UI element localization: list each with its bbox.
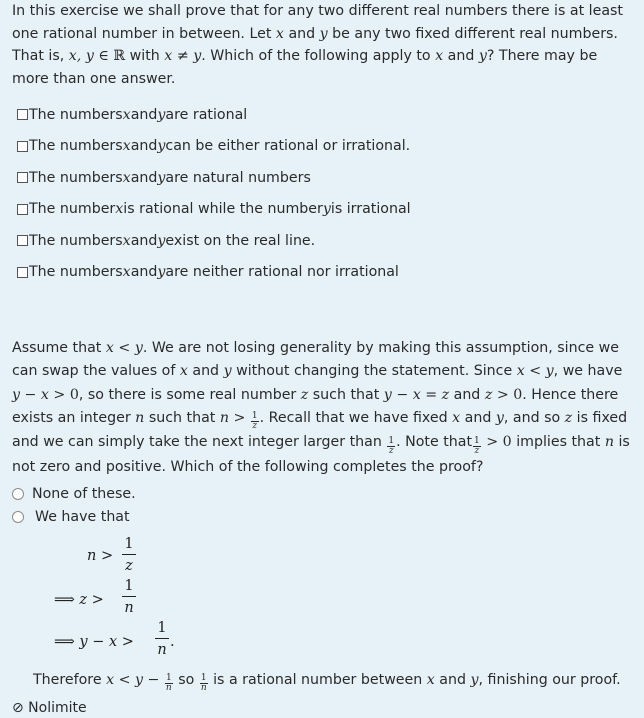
proof-paragraph: Assume that x < y. We are not losing generality by making this assumption, since we can swap the values of x and y without changing the statement. Since x < y, we have y − x > 0, so there is some real number z such that y − x = z and z > 0. Hence there exists an integer n such that n > $\frac{1}{z}$ . Recall that we have fixed x and y, and so z is fixed and we can simply take the next integer larger than $\frac{1}{z}$ . Note that $\frac{1}{z}$ > 0 implies that n is not zero and positive. Which of the following completes the proof? bbox=[12, 340, 630, 475]
next-option-partial[interactable]: ⊘ Nolimite bbox=[12, 700, 87, 716]
fraction-one-over-n: 1 n bbox=[155, 620, 169, 659]
conclusion-text: Therefore x < y − $\frac{1}{n}$ so $\frac{1}{n}$ is a rational number between x and y, finishing our proof. bbox=[33, 672, 621, 694]
intro-text: In this exercise we shall prove that for any two different real numbers there is at least one rational number in between. Let bbox=[12, 3, 623, 42]
checkbox[interactable] bbox=[17, 235, 28, 246]
fraction-one-over-n: $\frac{1}{n}$ bbox=[200, 673, 207, 694]
fraction-one-over-n: 1 n bbox=[122, 578, 136, 617]
checkbox[interactable] bbox=[17, 267, 28, 278]
option-natural[interactable]: The numbers x and y are natural numbers bbox=[17, 162, 637, 194]
fraction-one-over-z: $\frac{1}{z}$ bbox=[474, 435, 480, 456]
option-neither[interactable]: The numbers x and y are neither rational nor irrational bbox=[17, 257, 637, 289]
checkbox[interactable] bbox=[17, 172, 28, 183]
question-intro: In this exercise we shall prove that for any two different real numbers there is at least one rational number in between. Let x and y be any two fixed different real numbers. That is, x, y ∈ ℝ with x ≠ y. Which of the following apply to x and y? There may be more than one answer. bbox=[12, 3, 623, 87]
fraction-one-over-z: 1 z bbox=[122, 536, 136, 575]
radio-option-we-have-that[interactable]: We have that bbox=[12, 505, 136, 528]
radio-button[interactable] bbox=[12, 488, 24, 500]
radio-options bbox=[12, 482, 136, 528]
option-x-rational-y-irrational[interactable]: The number x is rational while the number y is irrational bbox=[17, 194, 637, 226]
derivation-line-3: ⟹ y − x > bbox=[54, 634, 134, 650]
fraction-one-over-n: $\frac{1}{n}$ bbox=[165, 673, 172, 694]
derivation-line-1: n > bbox=[87, 548, 114, 564]
checkbox[interactable] bbox=[17, 109, 28, 120]
option-rational[interactable]: The numbers x and y are rational bbox=[17, 99, 637, 131]
checkbox[interactable] bbox=[17, 204, 28, 215]
option-real-line[interactable]: The numbers x and y exist on the real line. bbox=[17, 225, 637, 257]
radio-button[interactable] bbox=[12, 511, 24, 523]
fraction-one-over-z: $\frac{1}{z}$ bbox=[251, 411, 258, 432]
derivation-line-2: ⟹ z > bbox=[54, 592, 104, 608]
radio-option-none[interactable]: None of these. bbox=[12, 482, 136, 505]
checkbox-options bbox=[17, 99, 637, 288]
fraction-one-over-z: $\frac{1}{z}$ bbox=[388, 435, 395, 456]
option-either[interactable]: The numbers x and y can be either rational or irrational. bbox=[17, 131, 637, 163]
checkbox[interactable] bbox=[17, 141, 28, 152]
